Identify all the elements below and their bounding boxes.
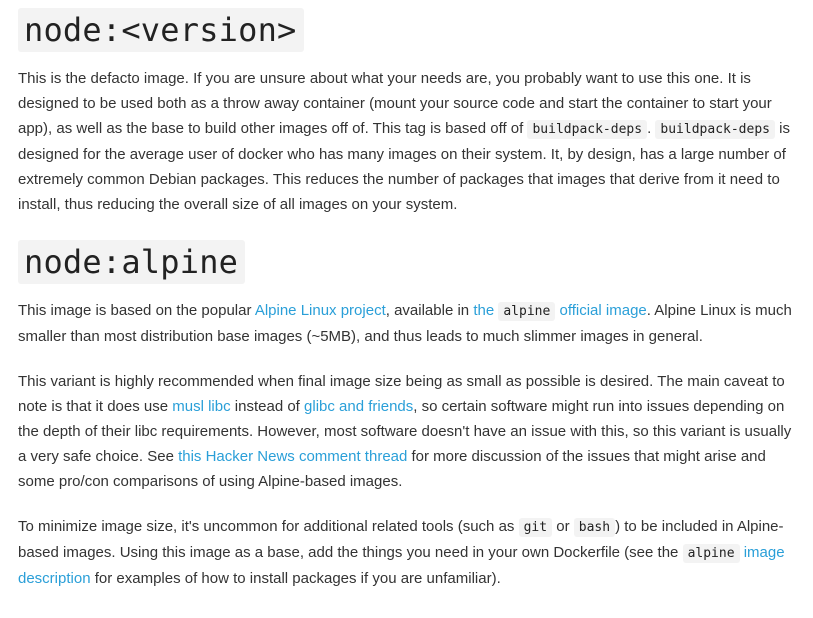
- node-version-description: [18, 66, 798, 217]
- text-span: , so certain software might run into issues depending on the depth of their libc requirements. However, most software doesn't have an issue with this, so this variant is usually a very safe choice. See: [18, 398, 792, 465]
- code-buildpack-deps: buildpack-deps: [655, 120, 775, 139]
- text-span: ) to be included in Alpine-based images. Using this image as a base, add the things you need in your own Dockerfile (see the: [18, 518, 784, 561]
- code-buildpack-deps: buildpack-deps: [527, 120, 647, 139]
- code-alpine: alpine: [498, 302, 555, 321]
- link-official-image[interactable]: official image: [559, 302, 647, 319]
- heading-node-alpine-code: node:alpine: [18, 240, 245, 284]
- text-span: or: [552, 518, 574, 535]
- code-bash: bash: [574, 518, 615, 537]
- code-alpine: alpine: [683, 544, 740, 563]
- node-alpine-variant-note: [18, 369, 798, 494]
- link-image-description[interactable]: image description: [18, 544, 785, 587]
- text-span: This image is based on the popular: [18, 302, 255, 319]
- text-span: To minimize image size, it's uncommon for additional related tools (such as: [18, 518, 519, 535]
- text-span: , available in: [385, 302, 474, 319]
- link-alpine-linux-project[interactable]: Alpine Linux project: [254, 302, 386, 319]
- heading-node-version-code: node:<version>: [18, 8, 304, 52]
- text-span: This variant is highly recommended when final image size being as small as possible is desired. The main caveat to note is that it does use: [18, 373, 785, 415]
- text-span: instead of: [230, 398, 305, 415]
- heading-node-version: [18, 8, 798, 52]
- text-span: is designed for the average user of docker who has many images on their system. It, by design, has a large number of extremely common Debian packages. This reduces the number of packages that images that derive from it need to install, thus reducing the overall size of all images on your system.: [18, 120, 790, 213]
- text-span: for more discussion of the issues that might arise and some pro/con comparisons of using Alpine-based images.: [18, 448, 766, 490]
- link-glibc-and-friends[interactable]: glibc and friends: [304, 398, 414, 415]
- text-span: . Alpine Linux is much smaller than most distribution base images (~5MB), and thus leads to much slimmer images in general.: [18, 302, 792, 345]
- link-musl-libc[interactable]: musl libc: [172, 398, 231, 415]
- text-span: for examples of how to install packages if you are unfamiliar).: [90, 570, 501, 587]
- code-git: git: [519, 518, 552, 537]
- document-content: [18, 8, 798, 591]
- link-hacker-news-thread[interactable]: this Hacker News comment thread: [178, 448, 408, 465]
- link-the[interactable]: the: [473, 302, 495, 319]
- node-alpine-tools-note: [18, 514, 798, 591]
- text-span: .: [647, 120, 656, 137]
- text-span: This is the defacto image. If you are unsure about what your needs are, you probably want to use this one. It is designed to be used both as a throw away container (mount your source code and start the container to start your app), as well as the base to build other images off of. This tag is based off of: [18, 70, 772, 137]
- node-alpine-intro: [18, 298, 798, 349]
- heading-node-alpine: [18, 240, 798, 284]
